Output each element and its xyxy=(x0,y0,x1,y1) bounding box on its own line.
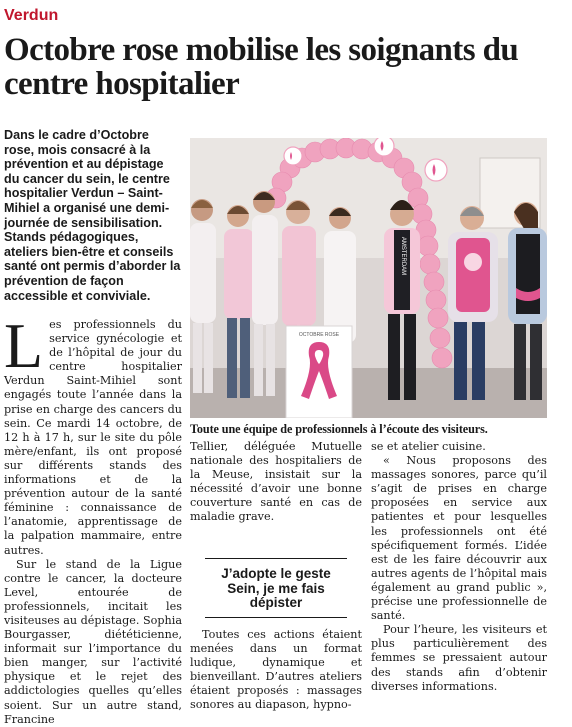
article-photo xyxy=(190,138,547,418)
paragraph-4: Toutes ces actions étaient menées dans un format ludique, dynamique et bienveillant. D’autres ateliers étaient proposés : massages sonores au diapason, hypno- xyxy=(190,628,362,712)
paragraph-2: Sur le stand de la Ligue contre le cancer, la docteure Level, entourée de professionnels, incitait les visiteuses au dépistage. Sophia Bourgasser, diététicienne, informait sur l’importance du bien manger, sur l’activité physique et le rejet des addictologies quelles qu’elles soient. Sur un autre stand, Francine xyxy=(4,557,182,726)
panel-text: OCTOBRE ROSE xyxy=(298,332,340,338)
shirt-text: AMSTERDAM xyxy=(400,236,406,276)
paragraph-3: Tellier, déléguée Mutuelle nationale des hospitaliers de la Meuse, insistait sur la nécessité d’avoir une bonne couverture santé en cas de maladie grave. xyxy=(190,440,362,524)
paragraph-7: Pour l’heure, les visiteurs et plus particulièrement des femmes se pressaient autour des stands afin d’obtenir diverses informations. xyxy=(371,623,547,693)
lead-paragraph xyxy=(4,310,182,558)
drop-cap: L xyxy=(4,310,44,381)
paragraph-1-text: es professionnels du service gynécologie et de l’hôpital de jour du centre hospitalier Verdun Saint-Mihiel sont engagés toute l’année dans la prise en charge des cancers du sein. Ce mardi 14 octobre, de 12 h à 17 h, sur le site du pôle mère/enfant, ils ont proposé sur différents stands des informations et de la prévention autour de la santé féminine : connaissance de l’anatomie, apprentissage de la palpation mammaire, entre autres. xyxy=(4,318,182,557)
article-standfirst: Dans le cadre d’Octobre rose, mois consacré à la prévention et au dépistage du cancer du sein, le centre hospitalier Verdun – Saint-Mihiel a organisé une demi-journée de sensibilisation. Stands pédagogiques, ateliers bien-être et conseils santé ont permis d’aborder la prévention de façon accessible et conviviale. xyxy=(4,128,181,303)
photo-caption: Toute une équipe de professionnels à l’écoute des visiteurs. xyxy=(190,422,488,436)
group-photo-illustration xyxy=(190,138,547,418)
article-column-2 xyxy=(190,440,362,525)
paragraph-5: se et atelier cuisine. xyxy=(371,440,486,453)
section-label: Verdun xyxy=(4,7,59,24)
paragraph-6: « Nous proposons des massages sonores, parce qu’il s’agit de prises en charge proposées en service aux patientes et pour lesquelles les professionnels ont été spécifiquement formés. L’idée est de les faire découvrir aux autres agents de l’hôpital mais également au grand public », précise une professionnelle de santé. xyxy=(371,454,547,623)
article-column-3 xyxy=(371,440,547,694)
callout-box: J’adopte le geste Sein, je me fais dépister xyxy=(205,558,347,618)
article-column-2-continued xyxy=(190,628,362,713)
article-headline: Octobre rose mobilise les soignants du centre hospitalier xyxy=(4,32,519,102)
article-column-1 xyxy=(4,310,182,727)
